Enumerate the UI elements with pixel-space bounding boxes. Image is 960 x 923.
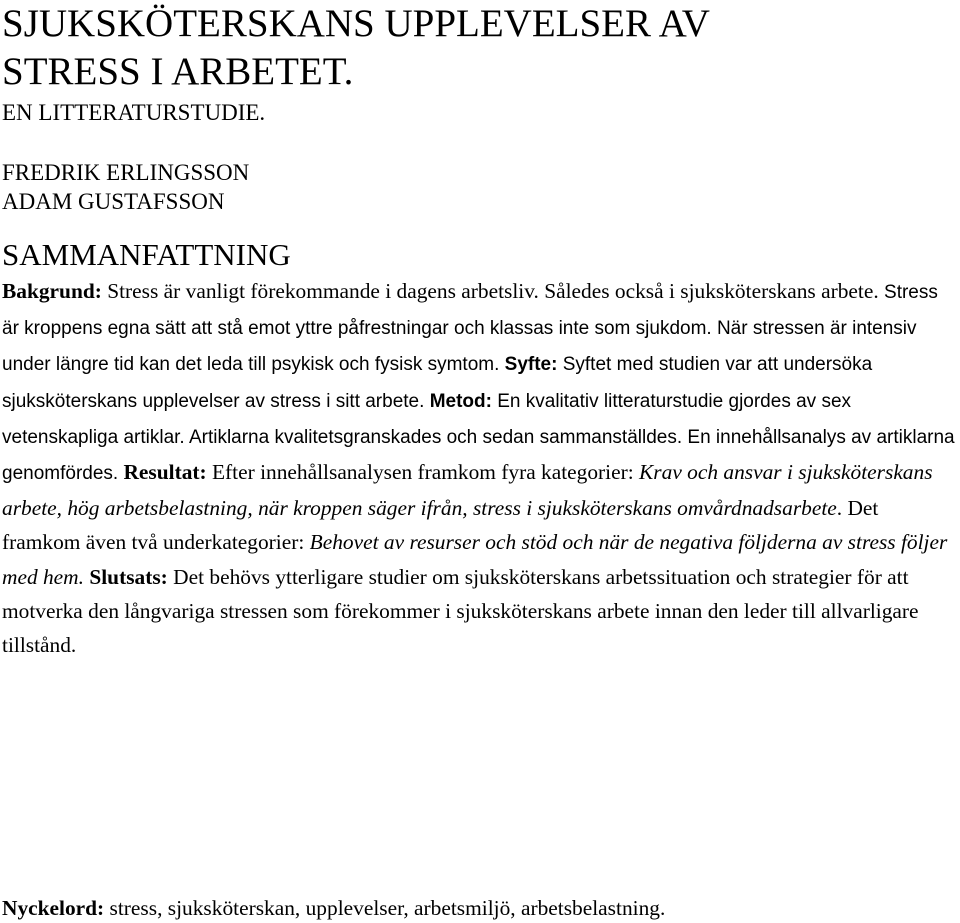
text-keywords: stress, sjuksköterskan, upplevelser, arbetsmiljö, arbetsbelastning. (104, 896, 666, 920)
text-resultat-a: Efter innehållsanalysen framkom fyra kategorier: (206, 460, 640, 485)
document-title (2, 0, 960, 96)
text-resultat-subcategories: Behovet av resurser och stöd och när de negativa följderna av stress följer med hem. (2, 530, 948, 589)
label-keywords: Nyckelord: (2, 896, 105, 920)
text-syfte: Syftet med studien var att undersöka sjuksköterskans upplevelser av stress i sitt arbete. (2, 354, 873, 412)
text-resultat-b: . Det framkom även två underkategorier: (2, 496, 879, 555)
abstract-paragraph (2, 274, 958, 662)
keywords-line (2, 893, 665, 923)
label-resultat: Resultat: (123, 460, 207, 485)
section-heading-summary: SAMMANFATTNING (2, 237, 291, 272)
label-slutsats: Slutsats: (83, 564, 168, 589)
author-name: ADAM GUSTAFSSON (2, 189, 225, 214)
title-line-2: STRESS I ARBETET. (2, 50, 354, 93)
text-metod: En kvalitativ litteraturstudie gjordes av sex vetenskapliga artiklar. Artiklarna kvalitetsgranskades och sedan sammanställdes. En innehållsanalys av artiklarna genomfördes. (2, 390, 955, 485)
text-resultat-categories: Krav och ansvar i sjuksköterskans arbete, hög arbetsbelastning, när kroppen säger ifrån, stress i sjuksköterskans omvårdnadsarbete (2, 460, 933, 521)
label-metod: Metod: (429, 390, 492, 412)
document-subtitle: EN LITTERATURSTUDIE. (2, 100, 266, 125)
label-syfte: Syfte: (504, 354, 558, 376)
text-bakgrund-serif: Stress är vanligt förekommande i dagens arbetsliv. Således också i sjuksköterskans arbete. (101, 279, 885, 303)
author-list (2, 158, 960, 216)
label-bakgrund: Bakgrund: (2, 279, 102, 303)
text-bakgrund-sans: Stress är kroppens egna sätt att stå emot yttre påfrestningar och klassas inte som sjukdom. När stressen är intensiv under längre tid kan det leda till psykisk och fysisk symtom. (2, 282, 938, 376)
title-line-1: SJUKSKÖTERSKANS UPPLEVELSER AV (2, 2, 710, 45)
author-name: FREDRIK ERLINGSSON (2, 160, 250, 185)
text-slutsats: Det behövs ytterligare studier om sjuksköterskans arbetssituation och strategier för att motverka den långvariga stressen som förekommer i sjuksköterskans arbete innan den leder till allvarligare tillstånd. (2, 564, 919, 658)
